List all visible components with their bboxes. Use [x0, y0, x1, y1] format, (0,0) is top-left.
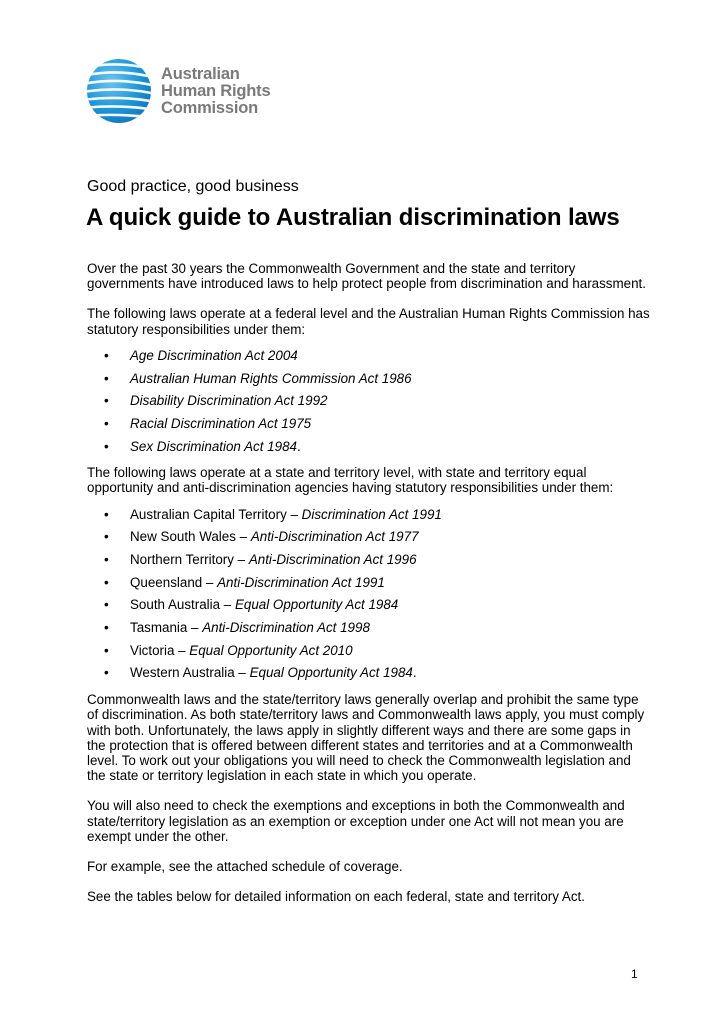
list-item	[87, 575, 652, 598]
act-name: Australian Human Rights Commission Act 1986	[130, 370, 412, 386]
commission-logo	[86, 58, 270, 124]
act-name: Anti-Discrimination Act 1996	[248, 552, 417, 568]
act-suffix: .	[296, 438, 301, 454]
logo-line-2: Human Rights	[161, 81, 271, 100]
bullet-icon: •	[104, 665, 109, 681]
act-name: Racial Discrimination Act 1975	[130, 415, 312, 431]
list-item	[87, 348, 652, 371]
act-name: Equal Opportunity Act 2010	[189, 642, 353, 658]
bullet-icon: •	[104, 552, 109, 568]
jurisdiction-name: Tasmania –	[130, 620, 203, 636]
jurisdiction-name: South Australia –	[130, 597, 235, 613]
jurisdiction-name: Victoria –	[130, 642, 190, 658]
bullet-icon: •	[104, 574, 109, 590]
act-name: Anti-Discrimination Act 1977	[250, 529, 419, 545]
state-intro-paragraph: The following laws operate at a state and territory level, with state and territory equal opportunity and anti-discrimination agencies having statutory responsibilities under them:	[87, 465, 614, 496]
bullet-icon: •	[104, 415, 109, 431]
document-title: A quick guide to Australian discrimination laws	[86, 204, 620, 231]
list-item	[87, 620, 652, 643]
bullet-icon: •	[104, 370, 109, 386]
bullet-icon: •	[104, 438, 109, 454]
act-name: Age Discrimination Act 2004	[130, 347, 298, 363]
example-paragraph: For example, see the attached schedule of coverage.	[87, 858, 403, 874]
bullet-icon: •	[104, 393, 109, 409]
act-name: Equal Opportunity Act 1984	[234, 597, 399, 613]
jurisdiction-name: Queensland –	[130, 574, 218, 590]
act-name: Anti-Discrimination Act 1991	[217, 574, 385, 590]
list-item	[87, 665, 652, 688]
page-number: 1	[631, 967, 638, 981]
overlap-paragraph: Commonwealth laws and the state/territory laws generally overlap and prohibit the same type of discrimination. As both state/territory laws and Commonwealth laws apply, you must comply with both. Unfortunately, the laws apply in slightly different ways and there are some gaps in the protection that is offered between different states and territories and at a Commonwealth level. To work out your obligations you will need to check the Commonwealth legislation and the state or territory legislation in each state in which you operate.	[87, 692, 645, 784]
document-kicker: Good practice, good business	[87, 178, 299, 195]
logo-line-3: Commission	[161, 98, 259, 117]
act-name: Sex Discrimination Act 1984	[130, 438, 297, 454]
list-item	[87, 371, 652, 394]
bullet-icon: •	[104, 642, 109, 658]
globe-icon	[86, 58, 152, 124]
jurisdiction-name: New South Wales –	[130, 529, 251, 545]
list-item	[87, 507, 652, 530]
act-name: Discrimination Act 1991	[301, 506, 442, 522]
list-item	[87, 597, 652, 620]
tables-paragraph: See the tables below for detailed information on each federal, state and territory Act.	[87, 889, 585, 905]
state-acts-list	[87, 507, 652, 689]
federal-acts-list	[87, 348, 652, 461]
act-name: Equal Opportunity Act 1984	[249, 665, 413, 681]
document-body	[87, 261, 652, 904]
jurisdiction-name: Western Australia –	[130, 665, 250, 681]
bullet-icon: •	[104, 506, 109, 522]
act-name: Disability Discrimination Act 1992	[130, 393, 328, 409]
act-name: Anti-Discrimination Act 1998	[202, 620, 370, 636]
logo-line-1: Australian	[161, 64, 240, 83]
bullet-icon: •	[104, 620, 109, 636]
bullet-icon: •	[104, 529, 109, 545]
list-item	[87, 552, 652, 575]
list-item	[87, 439, 652, 462]
jurisdiction-name: Northern Territory –	[130, 552, 249, 568]
list-item	[87, 529, 652, 552]
list-item	[87, 393, 652, 416]
bullet-icon: •	[104, 347, 109, 363]
bullet-icon: •	[104, 597, 109, 613]
list-item	[87, 416, 652, 439]
logo-wordmark	[161, 66, 270, 117]
exemptions-paragraph: You will also need to check the exemptions and exceptions in both the Commonwealth and state/territory legislation as an exemption or exception under one Act will not mean you are exempt under the other.	[87, 798, 625, 844]
act-suffix: .	[412, 665, 417, 681]
jurisdiction-name: Australian Capital Territory –	[130, 506, 302, 522]
federal-intro-paragraph: The following laws operate at a federal level and the Australian Human Rights Commission has statutory responsibilities under them:	[87, 306, 650, 337]
list-item	[87, 643, 652, 666]
intro-paragraph: Over the past 30 years the Commonwealth Government and the state and territory governments have introduced laws to help protect people from discrimination and harassment.	[87, 261, 646, 292]
